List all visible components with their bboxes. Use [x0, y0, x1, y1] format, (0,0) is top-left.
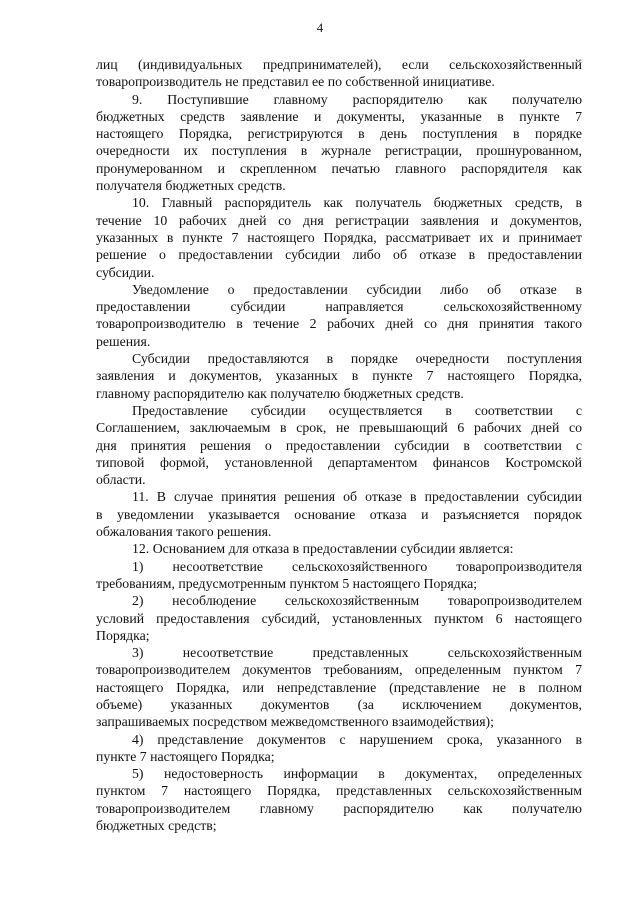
- text-line: субсидии.: [96, 264, 155, 280]
- text-line: настоящего Порядка, или непредставление (представление не в полном: [96, 679, 582, 695]
- paragraph: [96, 350, 582, 402]
- paragraph: [96, 540, 582, 557]
- document-body: [96, 56, 582, 834]
- paragraph: [96, 765, 582, 834]
- text-line: решения.: [96, 333, 151, 349]
- text-line: требованиям, предусмотренным пунктом 5 настоящего Порядка;: [96, 575, 478, 591]
- text-line: предоставлении субсидии направляется сельскохозяйственному: [96, 299, 582, 315]
- paragraph: [96, 91, 582, 195]
- text-line: указанных в пункте 7 настоящего Порядка, рассматривает их и принимает: [96, 229, 582, 245]
- text-line: 9. Поступившие главному распорядителю как получателю: [132, 91, 582, 107]
- text-line: Соглашением, заключаемым в срок, не превышающий 6 рабочих дней со: [96, 420, 582, 436]
- text-line: в уведомлении указывается основание отказа и разъясняется порядок: [96, 506, 582, 522]
- text-line: 4) представление документов с нарушением срока, указанного в: [132, 731, 582, 747]
- text-line: настоящего Порядка, регистрируются в день поступления в порядке: [96, 126, 582, 142]
- text-line: 3) несоответствие представленных сельскохозяйственным: [132, 645, 582, 661]
- text-line: области.: [96, 472, 146, 488]
- paragraph: [96, 281, 582, 350]
- text-line: 12. Основанием для отказа в предоставлении субсидии является:: [132, 541, 514, 557]
- text-line: 10. Главный распорядитель как получатель бюджетных средств, в: [132, 195, 582, 211]
- text-line: Порядка;: [96, 627, 150, 643]
- text-line: бюджетных средств заявление и документы, указанные в пункте 7: [96, 108, 582, 124]
- paragraph: [96, 644, 582, 730]
- text-line: запрашиваемых посредством межведомственного взаимодействия);: [96, 714, 494, 730]
- text-line: объеме) указанных документов (за исключением документов,: [96, 696, 582, 712]
- text-line: решение о предоставлении субсидии либо об отказе в предоставлении: [96, 247, 582, 263]
- text-line: типовой формой, установленной департаментом финансов Костромской: [96, 454, 582, 470]
- text-line: Уведомление о предоставлении субсидии либо об отказе в: [132, 281, 582, 297]
- text-line: Предоставление субсидии осуществляется в соответствии с: [132, 402, 582, 418]
- paragraph: [96, 194, 582, 280]
- text-line: течение 10 рабочих дней со дня регистрации заявления и документов,: [96, 212, 582, 228]
- text-line: главному распорядителю как получателю бюджетных средств.: [96, 385, 464, 401]
- text-line: 1) несоответствие сельскохозяйственного товаропроизводителя: [132, 558, 582, 574]
- paragraph: [96, 592, 582, 644]
- text-line: дня принятия решения о предоставлении субсидии в соответствии с: [96, 437, 582, 453]
- paragraph: [96, 488, 582, 540]
- text-line: товаропроизводителем главному распорядителю как получателю: [96, 800, 582, 816]
- text-line: пунктом 7 настоящего Порядка, представленных сельскохозяйственным: [96, 783, 582, 799]
- text-line: пункте 7 настоящего Порядка;: [96, 748, 275, 764]
- text-line: условий предоставления субсидий, установленных пунктом 6 настоящего: [96, 610, 582, 626]
- text-line: Субсидии предоставляются в порядке очередности поступления: [132, 351, 582, 367]
- text-line: лиц (индивидуальных предпринимателей), если сельскохозяйственный: [96, 57, 582, 72]
- text-line: 11. В случае принятия решения об отказе в предоставлении субсидии: [132, 489, 582, 505]
- text-line: 2) несоблюдение сельскохозяйственным товаропроизводителем: [132, 593, 582, 609]
- page-number: 4: [316, 21, 324, 35]
- paragraph: [96, 731, 582, 766]
- text-line: очередности их поступления в журнале регистрации, прошнурованном,: [96, 143, 582, 159]
- text-line: заявления и документов, указанных в пункте 7 настоящего Порядка,: [96, 368, 582, 384]
- text-line: получателя бюджетных средств.: [96, 178, 286, 194]
- text-line: 5) недостоверность информации в документах, определенных: [132, 766, 582, 782]
- text-line: обжалования такого решения.: [96, 524, 272, 540]
- paragraph: [96, 558, 582, 593]
- paragraph: [96, 402, 582, 488]
- text-line: товаропроизводителю в течение 2 рабочих дней со дня принятия такого: [96, 316, 582, 332]
- text-line: пронумерованном и скрепленном печатью главного распорядителя как: [96, 160, 582, 176]
- text-line: бюджетных средств;: [96, 818, 217, 834]
- text-line: товаропроизводитель не представил ее по собственной инициативе.: [96, 74, 495, 90]
- paragraph: [96, 56, 582, 91]
- text-line: товаропроизводителем документов требованиям, определенным пунктом 7: [96, 662, 582, 678]
